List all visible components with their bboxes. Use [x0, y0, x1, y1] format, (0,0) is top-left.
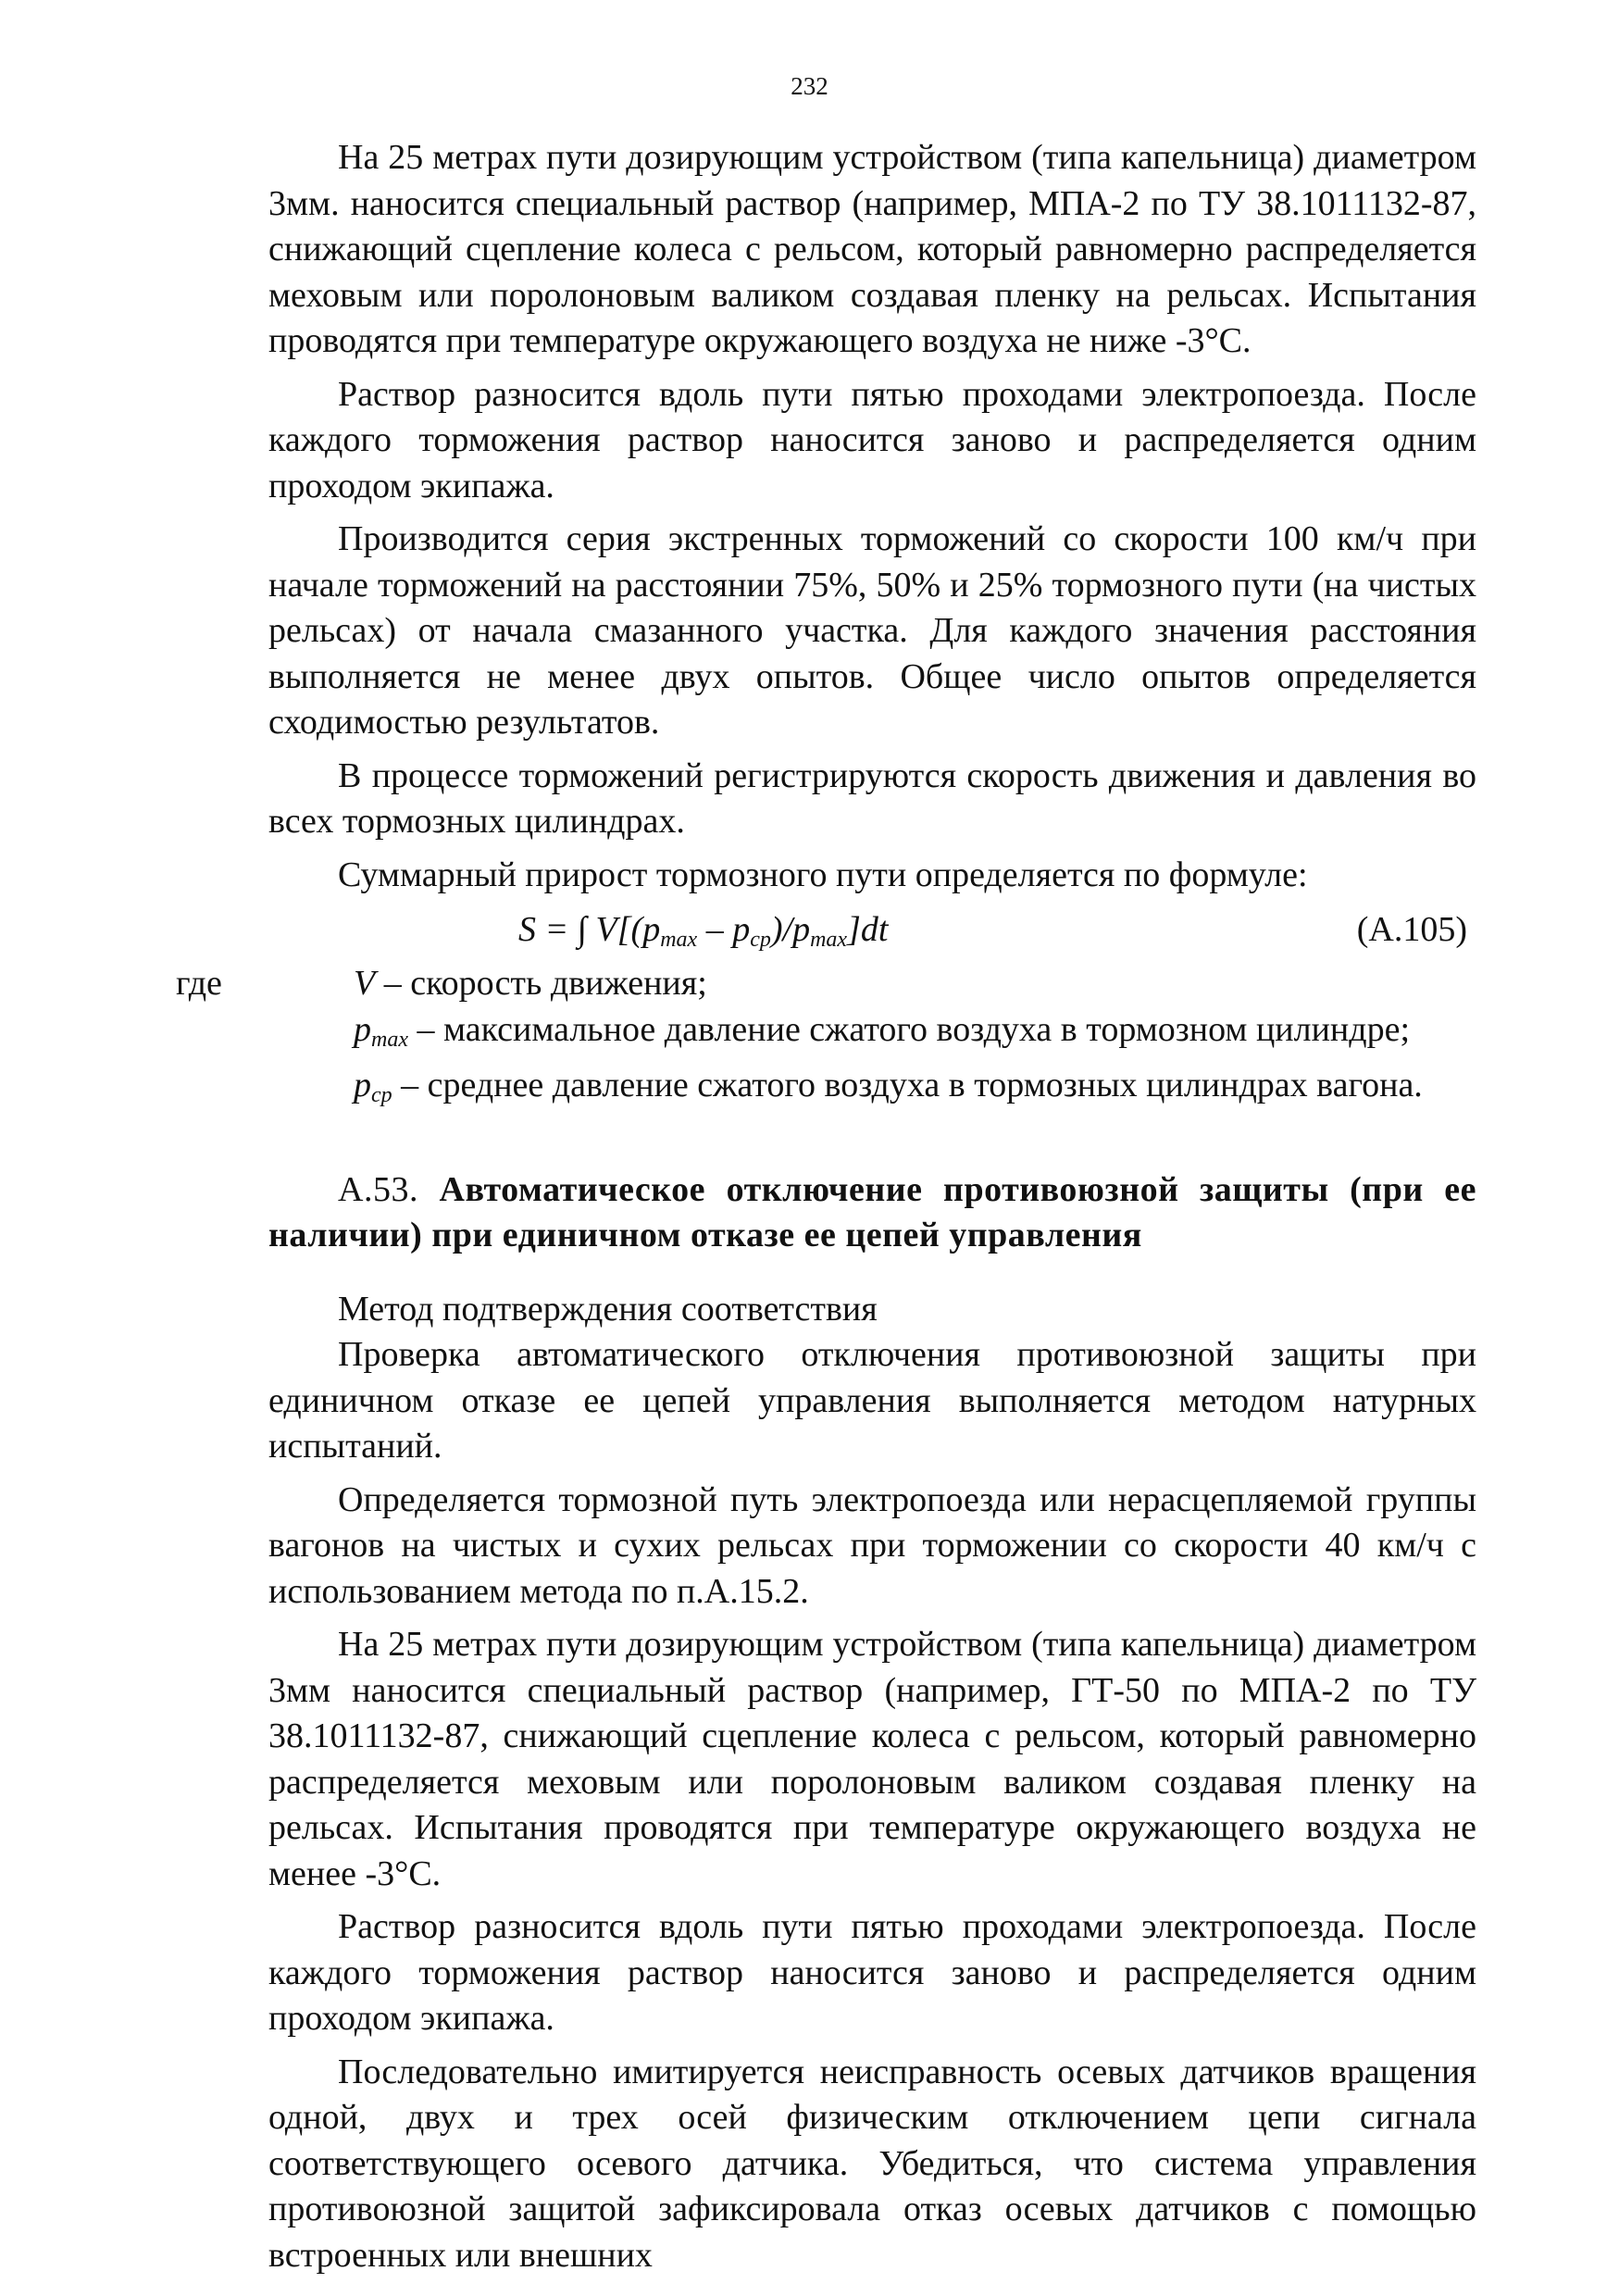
- where-label: где: [176, 964, 222, 1003]
- page-content: [176, 135, 1477, 2278]
- formula-expression: S = ∫ $V[(p_{max} - p_{ср})/p_{max}]dt$: [518, 910, 889, 952]
- formula-number: (А.105): [1356, 910, 1467, 949]
- paragraph: На 25 метрах пути дозирующим устройством (типа капельница) диаметром 3мм наносится специальный раствор (например, ГТ-50 по МПА-2 по ТУ 38.1011132-87, снижающий сцепление колеса с рельсом, который равномерно распределяется меховым или поролоновым валиком создавая пленку на рельсах. Испытания проводятся при температуре окружающего воздуха не менее -3°С.: [268, 1625, 1476, 1893]
- formula-definitions: [176, 961, 1476, 1119]
- page-number: 232: [791, 72, 828, 100]
- definition-item: $p_{ср}$ – среднее давление сжатого воздуха в тормозных цилиндрах вагона.: [354, 1066, 1423, 1107]
- paragraph: Последовательно имитируется неисправность осевых датчиков вращения одной, двух и трех осей физическим отключением цепи сигнала соответствующего осевого датчика. Убедиться, что система управления противоюзной защитой зафиксировала отказ осевых датчиков с помощью встроенных или внешних: [268, 2052, 1476, 2275]
- formula-a105: [268, 902, 1476, 961]
- definition-item: $p_{max}$ – максимальное давление сжатого воздуха в тормозном цилиндре;: [354, 1009, 1411, 1052]
- paragraph: Определяется тормозной путь электропоезда или нерасцепляемой группы вагонов на чистых и сухих рельсах при торможении со скорости 40 км/ч с использованием метода по п.А.15.2.: [268, 1479, 1476, 1611]
- definition-item: где V – скорость движения;: [268, 961, 1476, 1007]
- section-title: Автоматическое отключение противоюзной защиты (при ее наличии) при единичном отказе ее цепей управления: [268, 1169, 1477, 1254]
- paragraph: Метод подтверждения соответствия: [338, 1289, 878, 1329]
- paragraph: Суммарный прирост тормозного пути определяется по формуле:: [338, 855, 1308, 894]
- paragraph: Раствор разносится вдоль пути пятью проходами электропоезда. После каждого торможения раствор наносится заново и распределяется одним проходом экипажа.: [268, 1907, 1476, 2038]
- section-heading: [268, 1167, 1476, 1259]
- paragraph: На 25 метрах пути дозирующим устройством (типа капельница) диаметром 3мм. наносится специальный раствор (например, МПА-2 по ТУ 38.1011132-87, снижающий сцепление колеса с рельсом, который равномерно распределяется меховым или поролоновым валиком создавая пленку на рельсах. Испытания проводятся при температуре окружающего воздуха не ниже -3°С.: [268, 138, 1476, 360]
- section-number: А.53.: [338, 1169, 418, 1209]
- paragraph: Проверка автоматического отключения противоюзной защиты при единичном отказе ее цепей управления выполняется методом натурных испытаний.: [268, 1335, 1476, 1466]
- paragraph: В процессе торможений регистрируются скорость движения и давления во всех тормозных цилиндрах.: [268, 755, 1476, 841]
- paragraph: Раствор разносится вдоль пути пятью проходами электропоезда. После каждого торможения раствор наносится заново и распределяется одним проходом экипажа.: [268, 374, 1476, 505]
- paragraph: Производится серия экстренных торможений со скорости 100 км/ч при начале торможений на расстоянии 75%, 50% и 25% тормозного пути (на чистых рельсах) от начала смазанного участка. Для каждого значения расстояния выполняется не менее двух опытов. Общее число опытов определяется сходимостью результатов.: [268, 519, 1476, 742]
